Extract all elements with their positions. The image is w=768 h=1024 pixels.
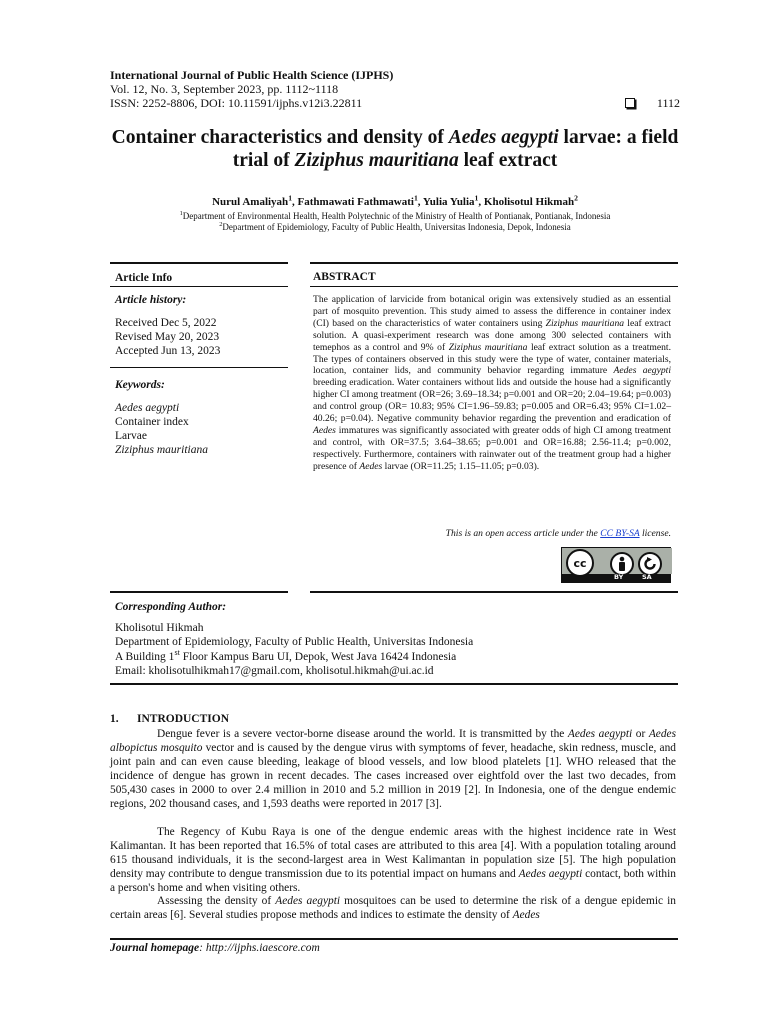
rule <box>310 591 678 593</box>
article-info-heading: Article Info <box>115 272 173 284</box>
intro-paragraph: Dengue fever is a severe vector-borne disease around the world. It is transmitted by the Aedes aegypti or Aedes albopictus mosquito vector and is caused by the dengue virus with symptoms of fever, headache, skin redness, muscle, and joint pain and can even cause bleeding, leakage of blood vessels, and low blood platelets [1]. WHO released that the incidence of dengue has grown in recent decades. The cases increased over eightfold over the last two decades, from 505,430 cases in 2000 to over 2.4 million in 2010 and 5.2 million in 2019 [2]. In Indonesia, one of the dengue endemic regions, 202 thousand cases, and 1,593 deaths were reported in 2017 [3]. <box>110 728 677 810</box>
rule <box>310 286 678 287</box>
badge-sa-label: SA <box>642 573 652 581</box>
author: Kholisotul Hikmah$^2$ <box>483 193 578 208</box>
author: Fathmawati Fathmawati$^1$, <box>297 193 423 208</box>
journal-homepage: Journal homepage: http://ijphs.iaescore.com <box>110 942 320 954</box>
corresponding-name: Kholisotul Hikmah <box>115 621 204 634</box>
rule <box>110 591 288 593</box>
received-date: Received Dec 5, 2022 <box>115 317 217 329</box>
affiliation: $^1$Department of Environmental Health, Health Polytechnic of the Ministry of Health of Pontianak, Pontianak, Indonesia <box>179 210 611 221</box>
rule <box>110 938 678 940</box>
keywords <box>115 378 290 457</box>
corresponding-author <box>115 600 675 679</box>
rule <box>110 367 288 368</box>
corresponding-heading: Corresponding Author: <box>115 601 227 613</box>
article-history <box>115 293 290 358</box>
keyword: Aedes aegypti <box>115 402 180 414</box>
person-icon <box>615 556 629 572</box>
cc-by-sa-link[interactable]: CC BY-SA <box>600 528 640 539</box>
accepted-date: Accepted Jun 13, 2023 <box>115 345 221 357</box>
license-note: This is an open access article under the CC BY-SA license. <box>445 528 671 539</box>
journal-homepage-link[interactable]: http://ijphs.iaescore.com <box>205 942 320 954</box>
article-history-heading: Article history: <box>115 294 187 306</box>
keyword: Larvae <box>115 430 147 442</box>
section-heading-introduction: 1. INTRODUCTION <box>110 713 230 725</box>
cc-icon: cc <box>566 549 594 577</box>
affiliation: $^2$Department of Epidemiology, Faculty of Public Health, Universitas Indonesia, Depok, Indonesia <box>219 221 571 232</box>
rule <box>310 262 678 264</box>
corresponding-dept: Department of Epidemiology, Faculty of Public Health, Universitas Indonesia <box>115 636 474 648</box>
corresponding-email[interactable]: Email: kholisotulhikmah17@gmail.com, kholisotul.hikmah@ui.ac.id <box>115 665 434 677</box>
square-icon <box>625 98 635 108</box>
rule <box>110 286 288 287</box>
author-list <box>100 193 690 208</box>
author: Yulia Yulia$^1$, <box>422 193 484 208</box>
cc-by-sa-badge[interactable] <box>561 547 671 583</box>
journal-name: International Journal of Public Health Science (IJPHS) <box>110 68 394 82</box>
intro-paragraph: The Regency of Kubu Raya is one of the dengue endemic areas with the highest incidence rate in West Kalimantan. It has been reported that 16.5% of total cases are attributed to this area [4]. With a population totaling around 615 thousand individuals, it is the second-largest area in West Kalimantan in population size [5]. The high population density may contribute to dengue transmission due to its potential impact on humans and Aedes aegypti contact, both within a person's home and when visiting others. <box>110 826 676 894</box>
abstract-heading: ABSTRACT <box>313 271 376 283</box>
journal-volume: Vol. 12, No. 3, September 2023, pp. 1112~1118 <box>110 82 339 96</box>
rule <box>110 262 288 264</box>
keyword: Container index <box>115 416 189 428</box>
revised-date: Revised May 20, 2023 <box>115 331 220 343</box>
paper-title: Container characteristics and density of Aedes aegypti larvae: a field trial of Ziziphus mauritiana leaf extract <box>111 127 679 171</box>
page-number: 1112 <box>656 96 680 110</box>
corresponding-address: A Building 1st Floor Kampus Baru UI, Depok, West Java 16424 Indonesia <box>115 647 457 663</box>
badge-by-label: BY <box>614 573 624 581</box>
abstract-text: The application of larvicide from botanical origin was extensively studied as an essential part of mosquito prevention. This study aimed to assess the difference in container index (CI) based on the characteristics of water containers using Ziziphus mauritiana leaf extract solution. A quasi-experiment research was done among 300 selected containers with temephos as a control and 9% of Ziziphus mauritiana leaf extract solution as a treatment. The types of containers observed in this study were the type of water, container materials, location, container lids, and community behavior regarding immature Aedes aegypti breeding eradication. Water containers without lids and outside the house had a significantly higher CI among treatment (OR=26; 3.69‒18.34; p=0.001 and OR=20; 2.04‒19.64; p=0.003) and control group (OR= 10.83; 95% CI=1.96‒59.83; p=0.005 and OR=6.43; 95% CI=1.02‒40.26; p=0.04). Negative community behavior regarding the prevention and eradication of Aedes immatures was significantly associated with greater odds of high CI among treatment and control, with OR=37.5; 3.64‒38.65; p=0.001 and OR=16.88; 2.56-11.4; p=0.002, respectively. Furthermore, containers with rainwater out of the treatment group had a higher presence of Aedes larvae (OR=11.25; 1.15‒11.05; p=0.03). <box>313 294 671 472</box>
journal-issn-doi: ISSN: 2252-8806, DOI: 10.11591/ijphs.v12i3.22811 <box>110 96 363 110</box>
rule <box>110 683 678 685</box>
keyword: Ziziphus mauritiana <box>115 444 208 456</box>
share-alike-icon <box>642 556 658 572</box>
journal-header <box>110 68 680 110</box>
intro-paragraph: Assessing the density of Aedes aegypti mosquitoes can be used to determine the risk of a dengue epidemic in certain areas [6]. Several studies propose methods and indices to estimate the density of Aedes <box>110 895 676 921</box>
keywords-heading: Keywords: <box>115 379 165 391</box>
author: Nurul Amaliyah$^1$, <box>212 193 298 208</box>
